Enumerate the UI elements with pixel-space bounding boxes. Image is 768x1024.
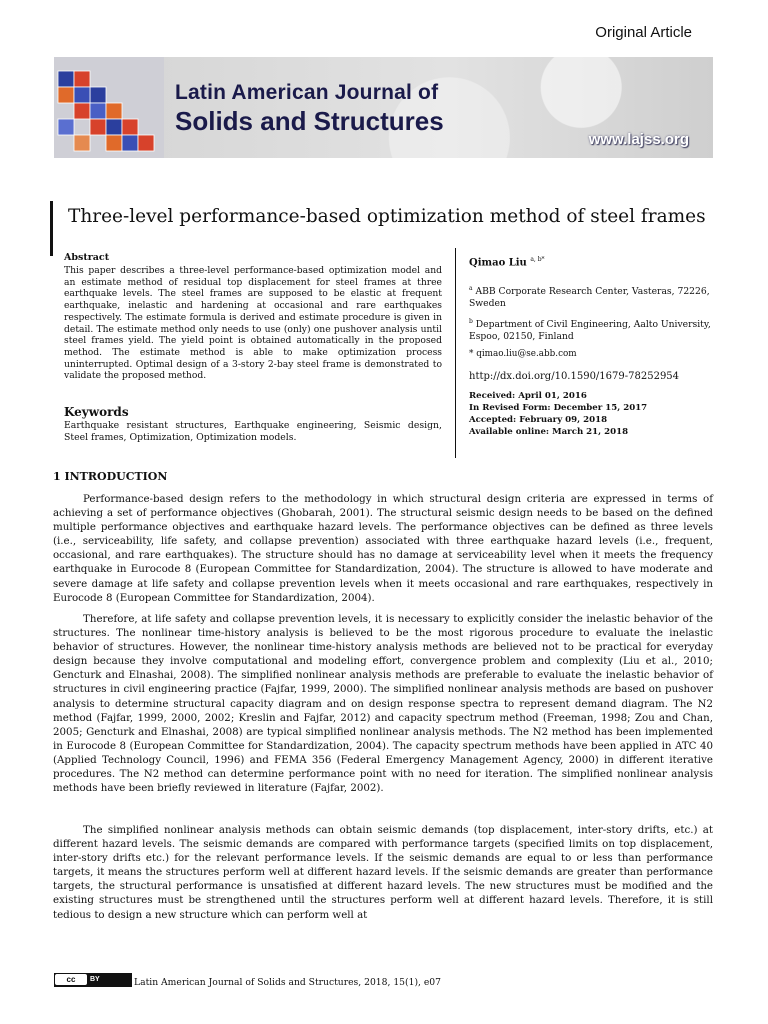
abstract-heading: Abstract xyxy=(64,252,110,263)
email-mark: * xyxy=(469,349,474,359)
affiliation-b xyxy=(469,316,719,343)
keywords-heading: Keywords xyxy=(64,405,129,419)
author-marks: a, b* xyxy=(530,256,545,263)
date-revised: In Revised Form: December 15, 2017 xyxy=(469,403,648,413)
footer-citation: Latin American Journal of Solids and Structures, 2018, 15(1), e07 xyxy=(134,977,441,988)
paragraph-text: Therefore, at life safety and collapse prevention levels, it is necessary to explicitly consider the inelastic behavior of the structures. The nonlinear time-history analysis is believed to be the most rigorous procedure to evaluate the inelastic behavior of structures. However, the nonlinear time-history analysis methods are believed not to be practical for everyday design because they involve computational and modeling effort, convergence problem and complexity (Liu et al., 2010; Gencturk and Elnashai, 2008). The simplified nonlinear analysis methods are preferable to evaluate the inelastic behavior of structures in civil engineering practice (Fajfar, 1999, 2000). The simplified nonlinear analysis methods are based on pushover analysis to determine structural capacity diagram and on design response spectra to represent demand diagram. The N2 method (Fajfar, 1999, 2000, 2002; Kreslin and Fajfar, 2012) and capacity spectrum method (Freeman, 1998; Zou and Chan, 2005; Gencturk and Elnashai, 2008) are typical simplified nonlinear analysis methods. The N2 method has been implemented in Eurocode 8 (European Committee for Standardization, 2004). The capacity spectrum methods have been applied in ATC 40 (Applied Technology Council, 1996) and FEMA 356 (Federal Emergency Management Agency, 2000) in different iterative procedures. The N2 method can determine performance point with no need for iteration. The simplified nonlinear analysis methods have been briefly reviewed in literature (Fajfar, 2002). xyxy=(53,613,713,795)
affiliation-mark: b xyxy=(469,318,473,325)
footer-rule xyxy=(54,986,132,987)
cc-license-badge[interactable] xyxy=(54,973,132,986)
body-paragraph-3 xyxy=(53,823,713,922)
email-link[interactable]: qimao.liu@se.abb.com xyxy=(476,349,577,359)
keywords-text: Earthquake resistant structures, Earthquake engineering, Seismic design, Steel frames, Optimization, Optimization models. xyxy=(64,420,442,443)
body-paragraph-1 xyxy=(53,492,713,605)
cube-logo-icon xyxy=(54,57,164,158)
section-heading: 1 INTRODUCTION xyxy=(53,470,168,483)
affiliation-text: Department of Civil Engineering, Aalto University, Espoo, 02150, Finland xyxy=(469,319,711,343)
title-accent-bar xyxy=(50,201,53,256)
body-paragraph-2 xyxy=(53,612,713,795)
article-title: Three-level performance-based optimization method of steel frames xyxy=(68,206,706,227)
article-type-label: Original Article xyxy=(595,24,692,41)
doi-link[interactable]: http://dx.doi.org/10.1590/1679-78252954 xyxy=(469,371,680,382)
paragraph-text: Performance-based design refers to the methodology in which structural design criteria are expressed in terms of achieving a set of performance objectives (Ghobarah, 2001). The structural seismic design needs to be based on the defined multiple performance objectives and earthquake hazard levels. The performance objectives can be defined as three levels (i.e., serviceability, life safety, and collapse prevention) associated with three earthquake hazard levels (i.e., frequent, occasional, and rare earthquakes). The structure should has no damage at serviceability level when it meets the frequency earthquake in Eurocode 8 (European Committee for Standardization, 2004). The structure is allowed to have moderate and severe damage at life safety and collapse prevention levels when it meets occasional and rare earthquakes, respectively in Eurocode 8 (European Committee for Standardization, 2004). xyxy=(53,493,713,604)
affiliation-text: ABB Corporate Research Center, Vasteras, 72226, Sweden xyxy=(469,286,710,310)
journal-name-line2: Solids and Structures xyxy=(175,106,444,136)
date-received: Received: April 01, 2016 xyxy=(469,391,587,401)
date-online: Available online: March 21, 2018 xyxy=(469,427,629,437)
cc-icon: cc xyxy=(55,974,87,985)
by-icon: BY xyxy=(90,974,108,985)
journal-name-line1: Latin American Journal of xyxy=(175,81,439,104)
author-email[interactable] xyxy=(469,349,577,359)
author-name-text: Qimao Liu xyxy=(469,257,527,269)
journal-url-link[interactable]: www.lajss.org xyxy=(588,131,689,148)
paragraph-text: The simplified nonlinear analysis methods can obtain seismic demands (top displacement, inter-story drifts, etc.) at different hazard levels. The seismic demands are compared with performance targets (specified limits on top displacement, inter-story drifts etc.) for the relevant performance levels. If the seismic demands are equal to or less than performance targets, it means the structures perform well at different hazard levels. If the seismic demands are greater than performance targets, the structural performance is unsatisfied at different hazard levels. The new structures must be modified and the existing structures must be strengthened until the structures perform well at different hazard levels. Therefore, it is still tedious to design a new structure which can perform well at xyxy=(53,824,713,921)
date-accepted: Accepted: February 09, 2018 xyxy=(469,415,608,425)
abstract-text: This paper describes a three-level performance-based optimization model and an estimate method of residual top displacement for steel frames at three earthquake levels. The steel frames are supposed to be elastic at frequent earthquake, inelastic and hardening at occasional and rare earthquakes respectively. The estimate formula is derived and estimate procedure is given in detail. The estimate method only needs to use (only) one pushover analysis until steel frames yield. The yield point is obtained automatically in the proposed method. The estimate method is able to make optimization process uninterrupted. Optimal design of a 3-story 2-bay steel frame is demonstrated to validate the proposed method. xyxy=(64,265,442,382)
affiliation-a xyxy=(469,283,719,310)
author-name xyxy=(469,256,545,268)
affiliation-mark: a xyxy=(469,285,473,292)
journal-banner[interactable] xyxy=(54,57,713,158)
